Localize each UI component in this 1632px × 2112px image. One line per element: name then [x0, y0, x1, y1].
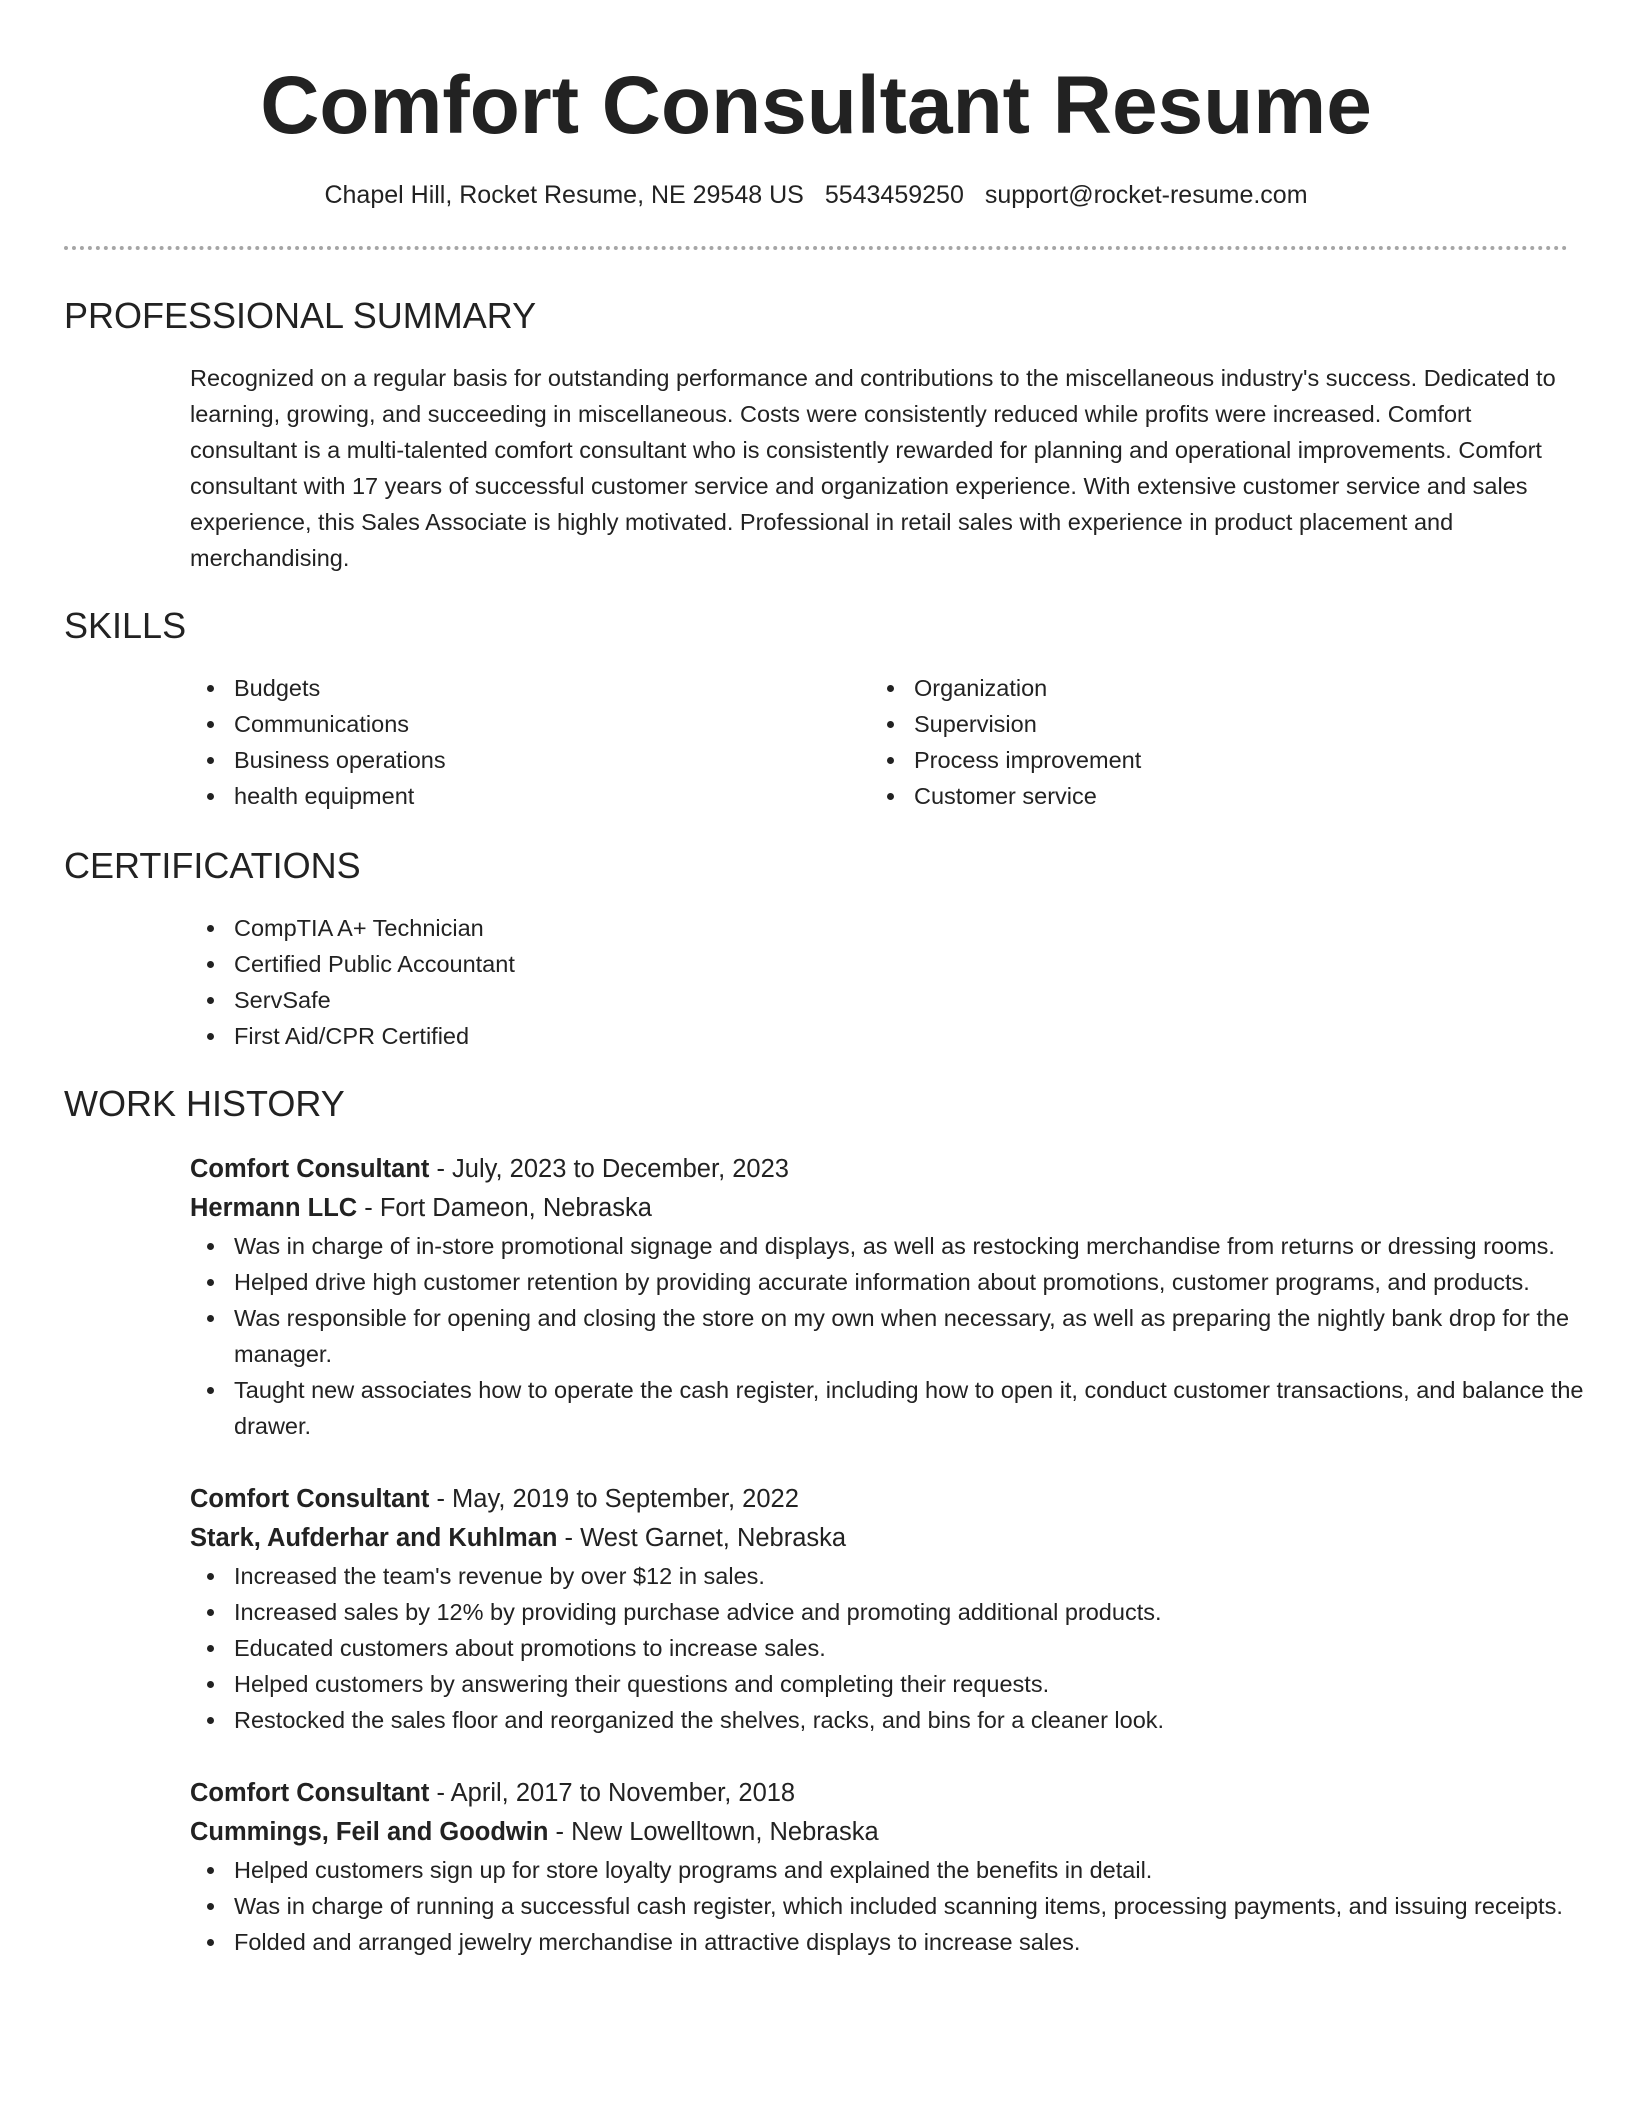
skill-item: Customer service — [914, 778, 1550, 814]
certification-item: First Aid/CPR Certified — [234, 1018, 1568, 1054]
job-title-line — [190, 1150, 1568, 1189]
job-entry — [190, 1150, 1584, 1444]
job-dates: - May, 2019 to September, 2022 — [436, 1485, 799, 1513]
job-title: Comfort Consultant — [190, 1155, 430, 1183]
resume-page — [64, 0, 1584, 1960]
certifications-block — [190, 910, 1568, 1054]
resume-title: Comfort Consultant Resume — [260, 60, 1372, 151]
job-title-line — [190, 1774, 1568, 1813]
job-bullet: Was in charge of running a successful cash register, which included scanning items, processing payments, and issuing receipts. — [234, 1888, 1614, 1924]
skills-grid — [190, 670, 1568, 814]
job-company: Cummings, Feil and Goodwin — [190, 1818, 549, 1846]
certification-item: Certified Public Accountant — [234, 946, 1568, 982]
job-company-line — [190, 1189, 1568, 1228]
contact-address: Chapel Hill, Rocket Resume, NE 29548 US — [324, 181, 804, 209]
job-bullet: Educated customers about promotions to increase sales. — [234, 1630, 1614, 1666]
job-location: - Fort Dameon, Nebraska — [364, 1194, 652, 1222]
skills-column-left — [190, 670, 870, 814]
job-bullets — [190, 1228, 1614, 1444]
job-bullet: Increased sales by 12% by providing purchase advice and promoting additional products. — [234, 1594, 1614, 1630]
skill-item: Process improvement — [914, 742, 1550, 778]
skill-item: Budgets — [234, 670, 870, 706]
skills-list-right — [870, 670, 1550, 814]
skills-column-right — [870, 670, 1550, 814]
job-bullet: Was in charge of in-store promotional signage and displays, as well as restocking merchandise from returns or dressing rooms. — [234, 1228, 1614, 1264]
section-heading-work-history: WORK HISTORY — [64, 1083, 345, 1124]
job-bullets — [190, 1558, 1614, 1738]
certifications-list — [190, 910, 1568, 1054]
job-bullet: Was responsible for opening and closing the store on my own when necessary, as well as preparing the nightly bank drop for the manager. — [234, 1300, 1614, 1372]
job-title: Comfort Consultant — [190, 1485, 430, 1513]
job-company: Stark, Aufderhar and Kuhlman — [190, 1524, 558, 1552]
job-company: Hermann LLC — [190, 1194, 358, 1222]
skills-list-left — [190, 670, 870, 814]
skill-item: Communications — [234, 706, 870, 742]
job-bullet: Helped customers by answering their questions and completing their requests. — [234, 1666, 1614, 1702]
certification-item: ServSafe — [234, 982, 1568, 1018]
summary-text: Recognized on a regular basis for outstanding performance and contributions to the miscellaneous industry's success. Dedicated to learning, growing, and succeeding in miscellaneous. Costs were consistently reduced while profits were increased. Comfort consultant is a multi-talented comfort consultant who is consistently rewarded for planning and operational improvements. Comfort consultant with 17 years of successful customer service and organization experience. With extensive customer service and sales experience, this Sales Associate is highly motivated. Professional in retail sales with experience in product placement and merchandising. — [190, 365, 1556, 571]
skill-item: health equipment — [234, 778, 870, 814]
job-location: - New Lowelltown, Nebraska — [555, 1818, 879, 1846]
job-company-line — [190, 1519, 1568, 1558]
section-heading-skills: SKILLS — [64, 605, 187, 646]
section-heading-summary: PROFESSIONAL SUMMARY — [64, 295, 537, 336]
job-bullet: Helped customers sign up for store loyalty programs and explained the benefits in detail. — [234, 1852, 1614, 1888]
job-bullet: Increased the team's revenue by over $12 in sales. — [234, 1558, 1614, 1594]
job-title: Comfort Consultant — [190, 1779, 430, 1807]
job-title-line — [190, 1480, 1568, 1519]
job-entry — [190, 1480, 1568, 1738]
skill-item: Organization — [914, 670, 1550, 706]
skill-item: Business operations — [234, 742, 870, 778]
job-bullet: Helped drive high customer retention by providing accurate information about promotions, customer programs, and products. — [234, 1264, 1614, 1300]
skill-item: Supervision — [914, 706, 1550, 742]
job-dates: - April, 2017 to November, 2018 — [436, 1779, 796, 1807]
job-bullet: Taught new associates how to operate the cash register, including how to open it, conduct customer transactions, and balance the drawer. — [234, 1372, 1614, 1444]
certification-item: CompTIA A+ Technician — [234, 910, 1568, 946]
job-entry — [190, 1774, 1568, 1960]
job-bullets — [190, 1852, 1614, 1960]
job-location: - West Garnet, Nebraska — [564, 1524, 847, 1552]
contact-phone: 5543459250 — [824, 181, 964, 209]
contact-email: support@rocket-resume.com — [984, 181, 1308, 209]
job-bullet: Folded and arranged jewelry merchandise in attractive displays to increase sales. — [234, 1924, 1614, 1960]
header-divider — [64, 246, 1568, 250]
job-bullet: Restocked the sales floor and reorganized the shelves, racks, and bins for a cleaner look. — [234, 1702, 1614, 1738]
job-dates: - July, 2023 to December, 2023 — [436, 1155, 789, 1183]
contact-line — [64, 178, 1568, 212]
job-company-line — [190, 1813, 1568, 1852]
section-heading-certifications: CERTIFICATIONS — [64, 845, 361, 886]
